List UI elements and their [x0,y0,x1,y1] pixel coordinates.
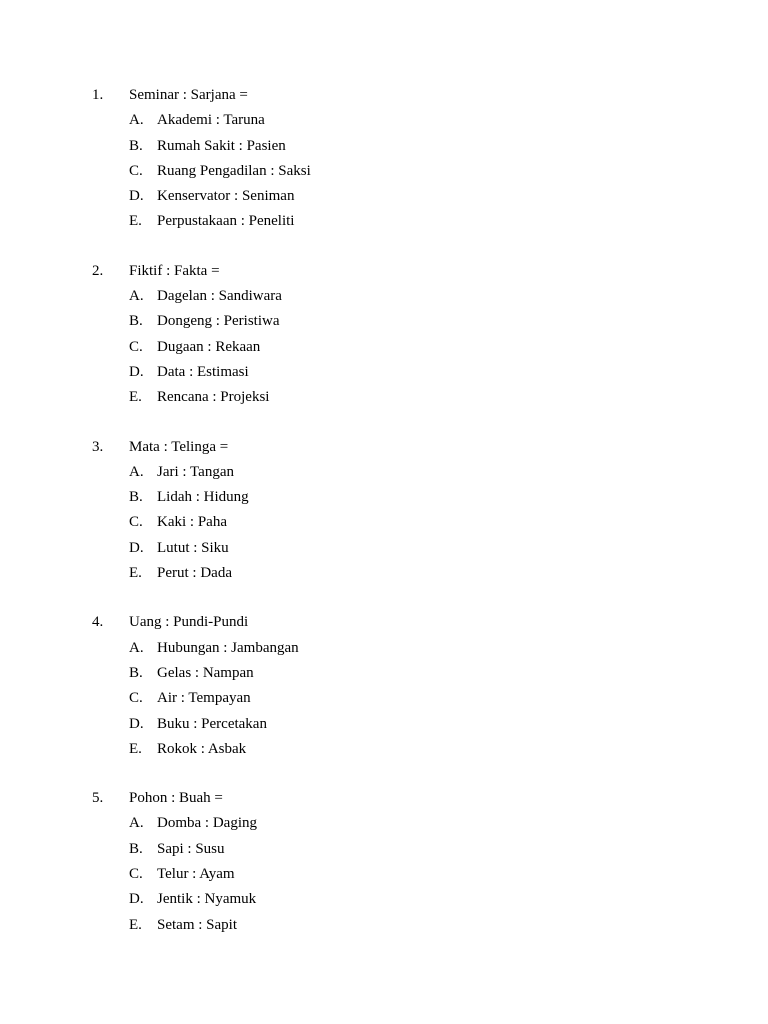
question-2 [0,259,768,411]
question-3 [0,435,768,587]
option-letter: A. [129,815,144,832]
option-text: Perpustakaan : Peneliti [157,213,295,230]
option-text: Lutut : Siku [157,539,229,556]
question-4 [0,610,768,762]
question-prompt: Pohon : Buah = [129,790,223,807]
option-letter: C. [129,866,143,883]
option-d [0,712,768,737]
question-number: 1. [92,87,104,103]
option-letter: E. [129,565,142,582]
option-d [0,184,768,209]
option-letter: B. [129,137,143,154]
question-prompt: Mata : Telinga = [129,438,229,455]
question-prompt: Fiktif : Fakta = [129,262,220,279]
option-text: Jari : Tangan [157,463,234,480]
option-text: Setam : Sapit [157,916,237,933]
option-letter: D. [129,715,144,732]
option-text: Gelas : Nampan [157,664,254,681]
option-letter: E. [129,389,142,406]
option-letter: C. [129,690,143,707]
option-letter: A. [129,463,144,480]
option-text: Telur : Ayam [157,866,235,883]
option-letter: A. [129,639,144,656]
document-page [0,83,768,962]
option-text: Domba : Daging [157,815,257,832]
option-b [0,485,768,510]
option-text: Data : Estimasi [157,363,249,380]
question-row [0,83,768,108]
option-a [0,460,768,485]
option-letter: B. [129,664,143,681]
option-c [0,686,768,711]
question-1 [0,83,768,235]
option-letter: E. [129,740,142,757]
question-5 [0,786,768,938]
option-letter: C. [129,162,143,179]
option-text: Kenservator : Seniman [157,188,295,205]
option-text: Kaki : Paha [157,514,227,531]
option-text: Buku : Percetakan [157,715,267,732]
option-a [0,284,768,309]
option-letter: D. [129,363,144,380]
option-b [0,134,768,159]
option-text: Dagelan : Sandiwara [157,288,282,305]
option-e [0,913,768,938]
question-number: 4. [92,614,104,631]
option-e [0,561,768,586]
option-a [0,108,768,133]
option-text: Rencana : Projeksi [157,389,270,406]
option-e [0,385,768,410]
question-prompt: Uang : Pundi-Pundi [129,614,249,631]
option-c [0,335,768,360]
option-letter: E. [129,916,142,933]
option-text: Hubungan : Jambangan [157,639,299,656]
option-letter: C. [129,338,143,355]
option-c [0,862,768,887]
option-c [0,510,768,535]
question-number: 2. [92,262,104,279]
option-text: Jentik : Nyamuk [157,891,257,908]
question-number: 3. [92,438,104,455]
option-letter: D. [129,891,144,908]
option-d [0,887,768,912]
question-row [0,786,768,811]
question-prompt: Seminar : Sarjana = [129,87,248,103]
option-text: Rokok : Asbak [157,740,247,757]
option-letter: A. [129,288,144,305]
option-text: Akademi : Taruna [157,112,265,129]
option-text: Dugaan : Rekaan [157,338,261,355]
option-d [0,536,768,561]
option-text: Lidah : Hidung [157,489,249,506]
question-row [0,259,768,284]
option-letter: B. [129,840,143,857]
option-a [0,636,768,661]
option-letter: D. [129,539,144,556]
option-text: Rumah Sakit : Pasien [157,137,286,154]
option-letter: E. [129,213,142,230]
option-c [0,159,768,184]
option-text: Sapi : Susu [157,840,225,857]
option-a [0,811,768,836]
option-e [0,209,768,234]
option-b [0,661,768,686]
option-text: Perut : Dada [157,565,232,582]
option-letter: B. [129,313,143,330]
option-e [0,737,768,762]
option-letter: A. [129,112,144,129]
option-text: Air : Tempayan [157,690,251,707]
option-letter: C. [129,514,143,531]
option-b [0,837,768,862]
option-d [0,360,768,385]
option-letter: D. [129,188,144,205]
option-text: Ruang Pengadilan : Saksi [157,162,311,179]
option-b [0,309,768,334]
question-row [0,610,768,635]
question-number: 5. [92,790,104,807]
option-text: Dongeng : Peristiwa [157,313,280,330]
question-row [0,435,768,460]
option-letter: B. [129,489,143,506]
